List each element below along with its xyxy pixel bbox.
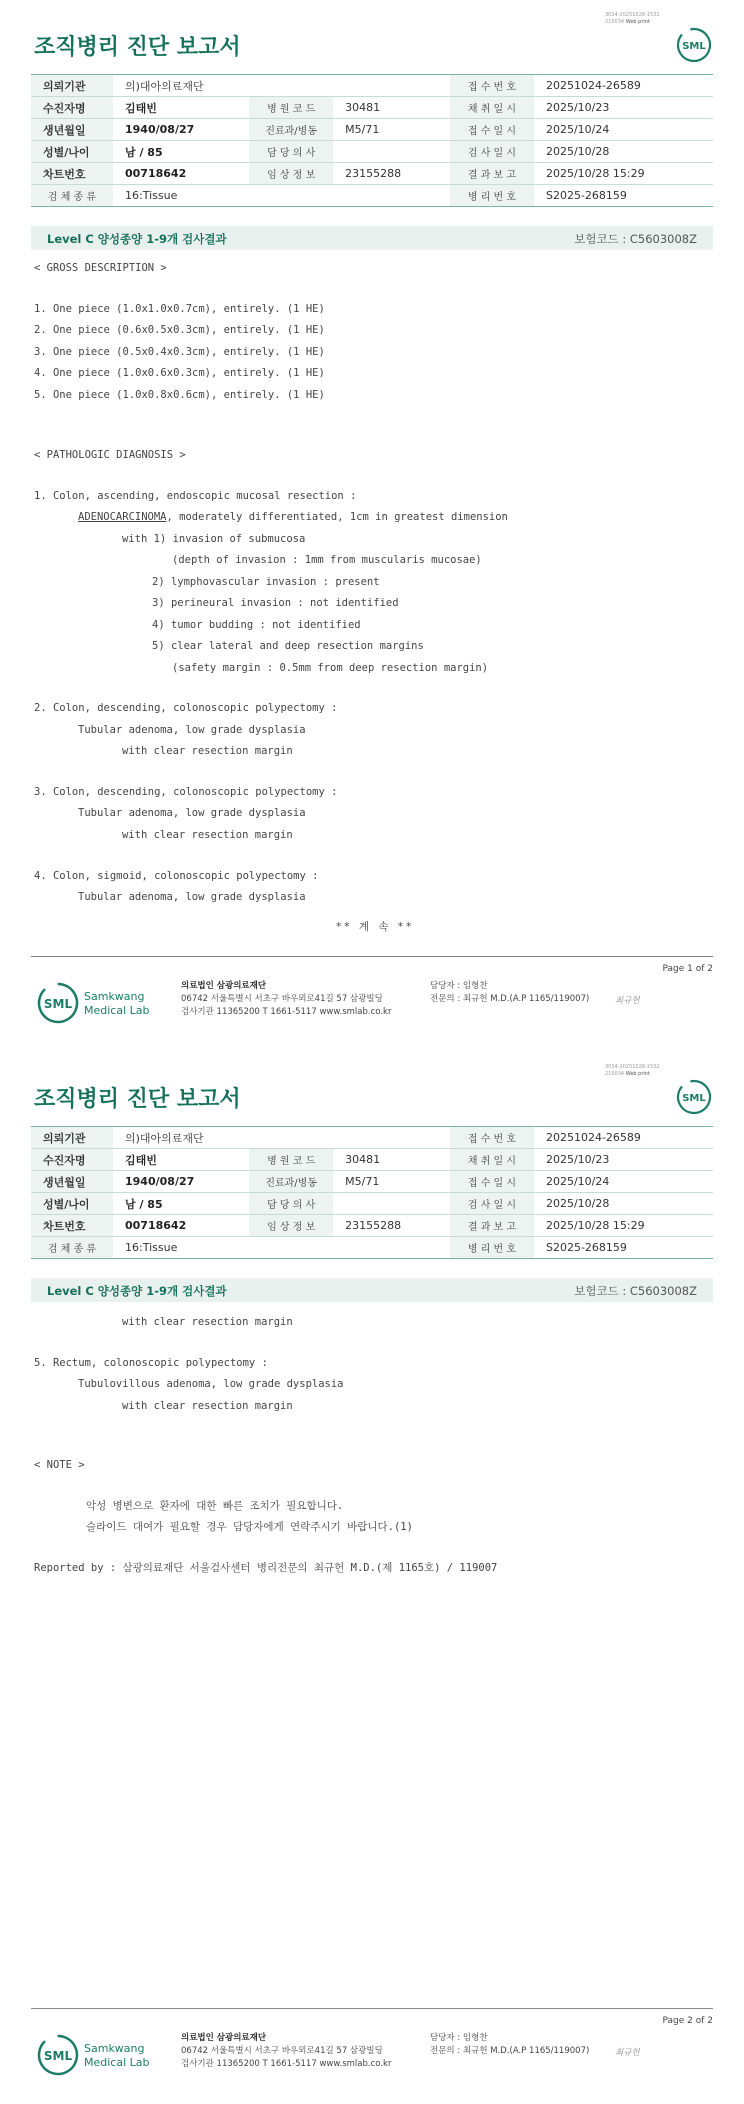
diagnosis-1-item: 2) lymphovascular invasion : present xyxy=(152,576,380,588)
diagnosis-4-margin: with clear resection margin xyxy=(122,1316,293,1328)
collect-date-label: 채 취 일 시 xyxy=(450,1149,534,1171)
info-row xyxy=(31,1193,713,1215)
diagnosis-heading: < PATHOLOGIC DIAGNOSIS > xyxy=(34,449,186,461)
doctor-value xyxy=(333,141,450,163)
report-date-label: 결 과 보 고 xyxy=(450,163,534,185)
specimen-value: 16:Tissue xyxy=(113,185,450,207)
sml-logo-icon xyxy=(676,1079,712,1115)
diagnosis-4-title: 4. Colon, sigmoid, colonoscopic polypectomy : xyxy=(34,870,319,882)
footer-address: 의료법인 삼광의료재단 06742 서울특별시 서초구 바우뫼로41길 57 삼광빌딩 검사기관 11365200 T 1661-5117 www.smlab.co.kr xyxy=(181,981,392,1017)
svg-text:SML: SML xyxy=(682,1093,706,1104)
dept-ward-value: M5/71 xyxy=(333,1171,450,1193)
sex-age-value: 남 / 85 xyxy=(113,1193,249,1215)
receipt-date-label: 접 수 일 시 xyxy=(450,1171,534,1193)
info-row xyxy=(31,1171,713,1193)
info-row xyxy=(31,119,713,141)
note-line: 슬라이드 대여가 필요할 경우 담당자에게 연락주시기 바랍니다.(1) xyxy=(86,1521,413,1533)
institution-label: 의뢰기관 xyxy=(31,1127,113,1149)
patient-name-value: 김태빈 xyxy=(113,97,249,119)
specimen-label: 검 체 종 류 xyxy=(31,1237,113,1259)
note-line: 악성 병변으로 환자에 대한 빠른 조치가 필요합니다. xyxy=(86,1500,344,1512)
diagnosis-1-margin: (safety margin : 0.5mm from deep resection margin) xyxy=(172,662,489,674)
test-name: Level C 양성종양 1-9개 검사결과 xyxy=(47,232,227,246)
info-row xyxy=(31,141,713,163)
info-row xyxy=(31,75,713,97)
patient-info-table xyxy=(31,1126,713,1259)
clinical-info-value: 23155288 xyxy=(333,1215,450,1237)
gross-heading: < GROSS DESCRIPTION > xyxy=(34,262,167,274)
continued-marker: ** 계 속 ** xyxy=(336,921,415,933)
hospital-code-label: 병 원 코 드 xyxy=(249,97,333,119)
dept-ward-value: M5/71 xyxy=(333,119,450,141)
diagnosis-1-item: 4) tumor budding : not identified xyxy=(152,619,361,631)
patient-info-table xyxy=(31,74,713,207)
report-title: 조직병리 진단 보고서 xyxy=(34,1087,241,1112)
birth-label: 생년월일 xyxy=(31,1171,113,1193)
receipt-date-value: 2025/10/24 xyxy=(534,1171,713,1193)
collect-date-value: 2025/10/23 xyxy=(534,97,713,119)
receipt-no-label: 접 수 번 호 xyxy=(450,75,534,97)
diagnosis-5-margin: with clear resection margin xyxy=(122,1400,293,1412)
doctor-value xyxy=(333,1193,450,1215)
diagnosis-2-margin: with clear resection margin xyxy=(122,745,293,757)
patient-name-label: 수진자명 xyxy=(31,97,113,119)
institution-label: 의뢰기관 xyxy=(31,75,113,97)
collect-date-label: 채 취 일 시 xyxy=(450,97,534,119)
page-number: Page 2 of 2 xyxy=(662,2016,713,2026)
doctor-label: 담 당 의 사 xyxy=(249,1193,333,1215)
svg-text:Medical Lab: Medical Lab xyxy=(84,1004,150,1017)
sex-age-value: 남 / 85 xyxy=(113,141,249,163)
report-page-2 xyxy=(0,1052,744,2104)
info-row xyxy=(31,1215,713,1237)
footer-address: 의료법인 삼광의료재단 06742 서울특별시 서초구 바우뫼로41길 57 삼광빌딩 검사기관 11365200 T 1661-5117 www.smlab.co.kr xyxy=(181,2033,392,2069)
pathology-no-value: S2025-268159 xyxy=(534,1237,713,1259)
test-date-value: 2025/10/28 xyxy=(534,141,713,163)
print-stamp: 3014-20251028-1532 210034 Web print xyxy=(605,1064,660,1077)
diagnosis-1-depth: (depth of invasion : 1mm from muscularis mucosae) xyxy=(172,554,482,566)
receipt-date-value: 2025/10/24 xyxy=(534,119,713,141)
hospital-code-value: 30481 xyxy=(333,97,450,119)
clinical-info-label: 임 상 정 보 xyxy=(249,163,333,185)
footer-divider xyxy=(31,2008,713,2009)
dept-ward-label: 진료과/병동 xyxy=(249,1171,333,1193)
svg-text:Medical Lab: Medical Lab xyxy=(84,2056,150,2069)
footer-divider xyxy=(31,956,713,957)
svg-text:SML: SML xyxy=(43,997,73,1011)
institution-value: 의)대아의료재단 xyxy=(113,1127,450,1149)
diagnosis-1-with: with 1) invasion of submucosa xyxy=(122,533,306,545)
info-row xyxy=(31,185,713,207)
sex-age-label: 성별/나이 xyxy=(31,141,113,163)
info-row xyxy=(31,1149,713,1171)
sml-logo-icon xyxy=(676,27,712,63)
samkwang-logo-icon xyxy=(36,980,156,1026)
report-date-label: 결 과 보 고 xyxy=(450,1215,534,1237)
test-date-value: 2025/10/28 xyxy=(534,1193,713,1215)
patient-name-value: 김태빈 xyxy=(113,1149,249,1171)
diagnosis-3-dx: Tubular adenoma, low grade dysplasia xyxy=(78,807,306,819)
chart-no-label: 차트번호 xyxy=(31,1215,113,1237)
receipt-no-value: 20251024-26589 xyxy=(534,75,713,97)
diagnosis-1-dx: ADENOCARCINOMA xyxy=(78,511,167,523)
specimen-label: 검 체 종 류 xyxy=(31,185,113,207)
diagnosis-3-margin: with clear resection margin xyxy=(122,829,293,841)
chart-no-label: 차트번호 xyxy=(31,163,113,185)
institution-value: 의)대아의료재단 xyxy=(113,75,450,97)
clinical-info-value: 23155288 xyxy=(333,163,450,185)
gross-item: 1. One piece (1.0x1.0x0.7cm), entirely. (1 HE) xyxy=(34,303,325,315)
specimen-value: 16:Tissue xyxy=(113,1237,450,1259)
info-row xyxy=(31,97,713,119)
test-name: Level C 양성종양 1-9개 검사결과 xyxy=(47,1284,227,1298)
patient-name-label: 수진자명 xyxy=(31,1149,113,1171)
receipt-no-label: 접 수 번 호 xyxy=(450,1127,534,1149)
info-row xyxy=(31,163,713,185)
report-date-value: 2025/10/28 15:29 xyxy=(534,163,713,185)
page-number: Page 1 of 2 xyxy=(662,964,713,974)
test-name-bar xyxy=(31,1278,713,1302)
footer-staff: 담당자 : 임형찬 전문의 : 최규헌 M.D.(A.P 1165/119007) xyxy=(430,2033,590,2056)
report-title: 조직병리 진단 보고서 xyxy=(34,35,241,60)
receipt-no-value: 20251024-26589 xyxy=(534,1127,713,1149)
pathology-no-value: S2025-268159 xyxy=(534,185,713,207)
report-date-value: 2025/10/28 15:29 xyxy=(534,1215,713,1237)
svg-text:Samkwang: Samkwang xyxy=(84,2042,145,2055)
chart-no-value: 00718642 xyxy=(113,163,249,185)
info-row xyxy=(31,1237,713,1259)
diagnosis-1-line: ADENOCARCINOMA, moderately differentiated, 1cm in greatest dimension xyxy=(78,511,508,523)
gross-item: 5. One piece (1.0x0.8x0.6cm), entirely. (1 HE) xyxy=(34,389,325,401)
dept-ward-label: 진료과/병동 xyxy=(249,119,333,141)
test-date-label: 검 사 일 시 xyxy=(450,1193,534,1215)
reported-by: Reported by : 삼광의료재단 서울검사센터 병리전문의 최규헌 M.D.(제 1165호) / 119007 xyxy=(34,1562,498,1574)
doctor-label: 담 당 의 사 xyxy=(249,141,333,163)
diagnosis-4-dx: Tubular adenoma, low grade dysplasia xyxy=(78,891,306,903)
signature: 최규헌 xyxy=(615,2048,640,2058)
birth-label: 생년월일 xyxy=(31,119,113,141)
diagnosis-2-dx: Tubular adenoma, low grade dysplasia xyxy=(78,724,306,736)
gross-item: 2. One piece (0.6x0.5x0.3cm), entirely. (1 HE) xyxy=(34,324,325,336)
sex-age-label: 성별/나이 xyxy=(31,1193,113,1215)
birth-value: 1940/08/27 xyxy=(113,1171,249,1193)
pathology-no-label: 병 리 번 호 xyxy=(450,1237,534,1259)
footer-staff: 담당자 : 임형찬 전문의 : 최규헌 M.D.(A.P 1165/119007) xyxy=(430,981,590,1004)
diagnosis-1-title: 1. Colon, ascending, endoscopic mucosal resection : xyxy=(34,490,357,502)
receipt-date-label: 접 수 일 시 xyxy=(450,119,534,141)
gross-item: 4. One piece (1.0x0.6x0.3cm), entirely. (1 HE) xyxy=(34,367,325,379)
svg-text:SML: SML xyxy=(43,2049,73,2063)
samkwang-logo-icon xyxy=(36,2032,156,2078)
pathology-no-label: 병 리 번 호 xyxy=(450,185,534,207)
test-date-label: 검 사 일 시 xyxy=(450,141,534,163)
hospital-code-value: 30481 xyxy=(333,1149,450,1171)
diagnosis-1-item: 3) perineural invasion : not identified xyxy=(152,597,399,609)
clinical-info-label: 임 상 정 보 xyxy=(249,1215,333,1237)
diagnosis-3-title: 3. Colon, descending, colonoscopic polypectomy : xyxy=(34,786,338,798)
info-row xyxy=(31,1127,713,1149)
diagnosis-2-title: 2. Colon, descending, colonoscopic polypectomy : xyxy=(34,702,338,714)
collect-date-value: 2025/10/23 xyxy=(534,1149,713,1171)
svg-text:SML: SML xyxy=(682,41,706,52)
insurance-code: 보험코드 : C5603008Z xyxy=(574,1284,697,1298)
diagnosis-1-item: 5) clear lateral and deep resection margins xyxy=(152,640,424,652)
hospital-code-label: 병 원 코 드 xyxy=(249,1149,333,1171)
diagnosis-5-dx: Tubulovillous adenoma, low grade dysplasia xyxy=(78,1378,344,1390)
birth-value: 1940/08/27 xyxy=(113,119,249,141)
gross-item: 3. One piece (0.5x0.4x0.3cm), entirely. (1 HE) xyxy=(34,346,325,358)
note-heading: < NOTE > xyxy=(34,1459,85,1471)
test-name-bar xyxy=(31,226,713,250)
diagnosis-5-title: 5. Rectum, colonoscopic polypectomy : xyxy=(34,1357,268,1369)
insurance-code: 보험코드 : C5603008Z xyxy=(574,232,697,246)
chart-no-value: 00718642 xyxy=(113,1215,249,1237)
signature: 최규헌 xyxy=(615,996,640,1006)
print-stamp: 3014-20251028-1532 210034 Web print xyxy=(605,12,660,25)
svg-text:Samkwang: Samkwang xyxy=(84,990,145,1003)
